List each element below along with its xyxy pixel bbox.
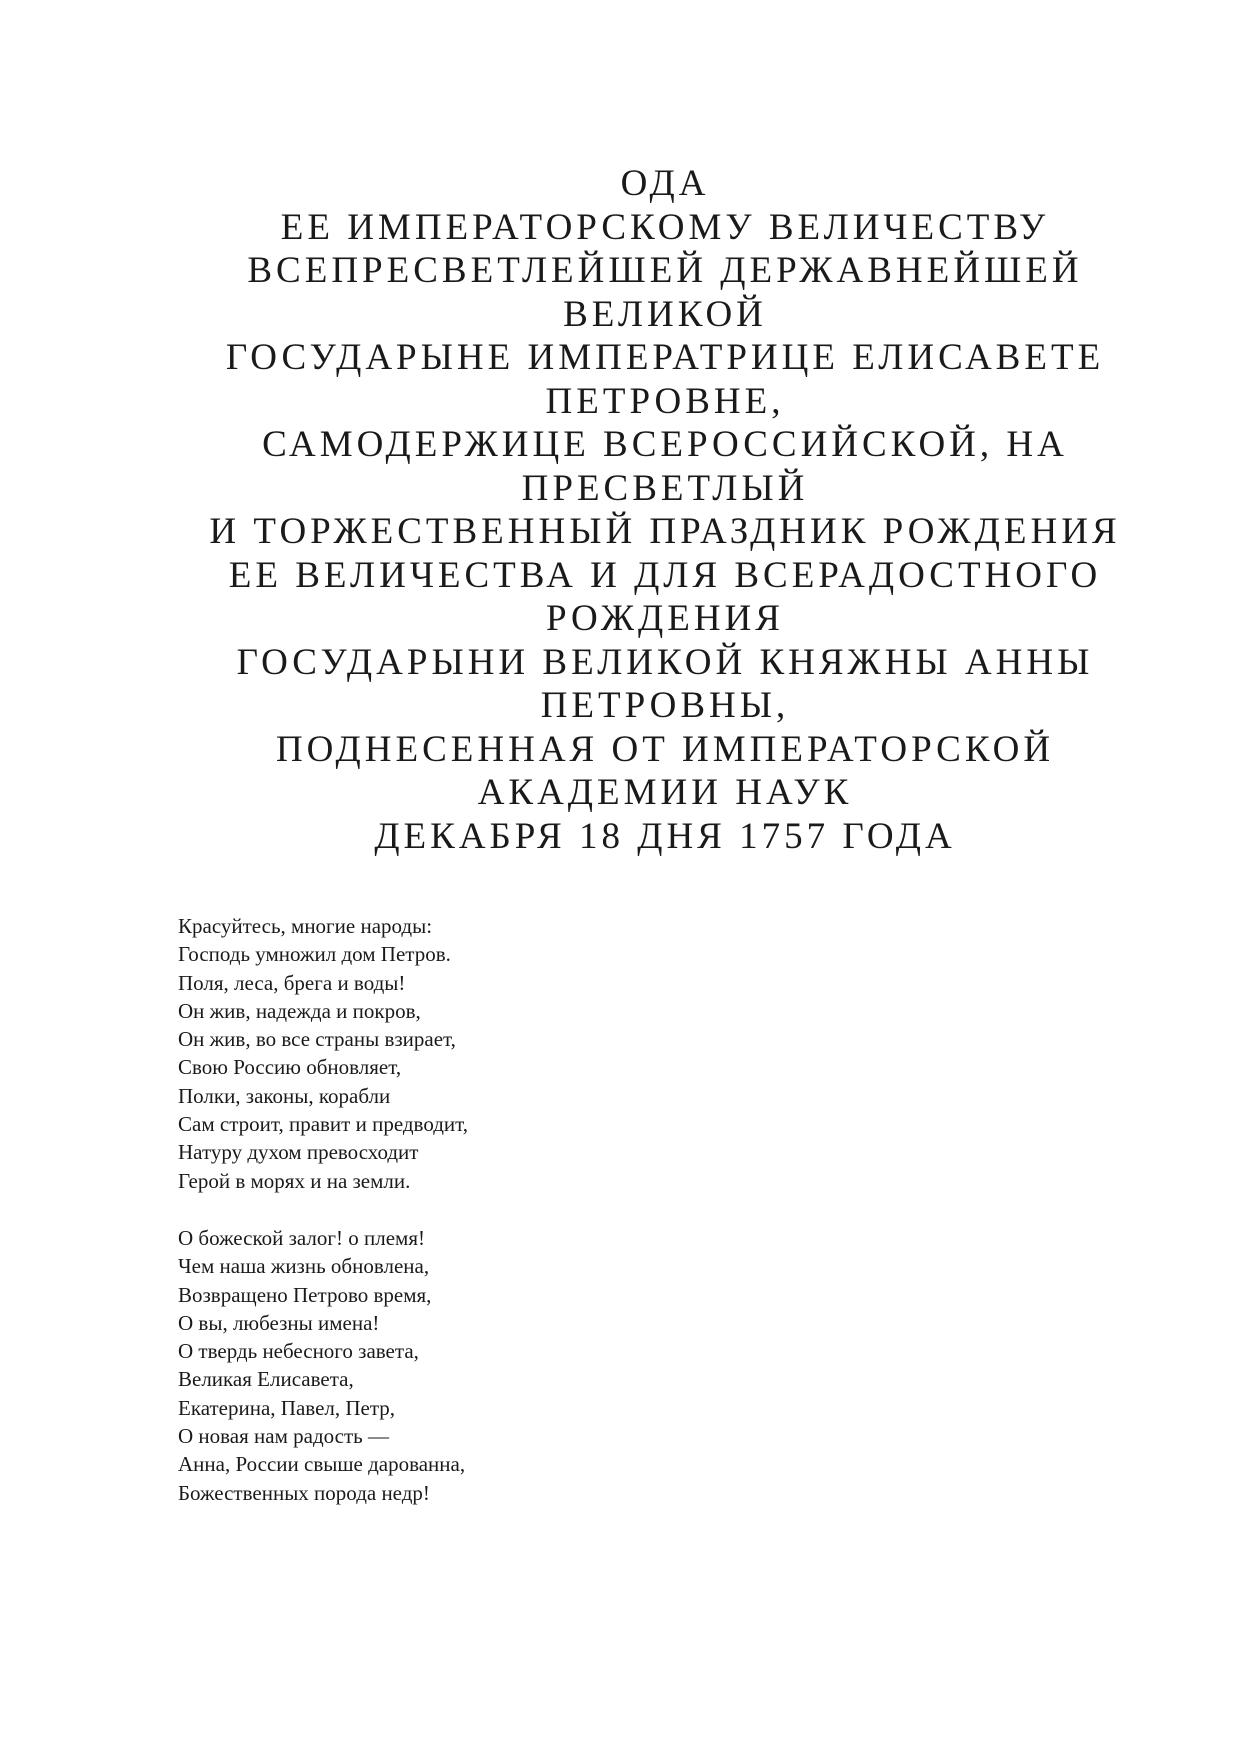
verse-line: О новая нам радость — [178,1424,389,1449]
verse-line: Полки, законы, корабли [178,1083,391,1108]
title-line: ЕЕ ВЕЛИЧЕСТВА И ДЛЯ ВСЕРАДОСТНОГО [228,554,1102,596]
stanza-1 [178,912,878,1195]
title-line: ПРЕСВЕТЛЫЙ [521,467,809,509]
verse-line: Великая Елисавета, [178,1367,354,1392]
verse-line: О вы, любезны имена! [178,1310,380,1335]
verse-line: Екатерина, Павел, Петр, [178,1395,396,1420]
verse-line: Чем наша жизнь обновлена, [178,1254,430,1279]
title-line: ОДА [620,163,710,204]
verse-line: Красуйтесь, многие народы: [178,914,433,938]
title-line: ЕЕ ИМПЕРАТОРСКОМУ ВЕЛИЧЕСТВУ [280,206,1050,248]
title-line: ПЕТРОВНЫ, [540,685,790,726]
verse-line: Он жив, надежда и покров, [178,998,421,1023]
verse-line: Господь умножил дом Петров. [178,942,451,967]
stanza-2 [178,1224,878,1507]
verse-line: Анна, России свыше дарованна, [178,1452,466,1477]
title-line: ГОСУДАРЫНЕ ИМПЕРАТРИЦЕ ЕЛИСАВЕТЕ [225,337,1105,378]
verse-line: Он жив, во все страны взирает, [178,1027,456,1052]
verse-line: Божественных порода недр! [178,1480,430,1505]
title-line: САМОДЕРЖИЦЕ ВСЕРОССИЙСКОЙ, НА [262,424,1068,465]
verse-line: Свою Россию обновляет, [178,1055,402,1080]
title-line: И ТОРЖЕСТВЕННЫЙ ПРАЗДНИК РОЖДЕНИЯ [209,511,1121,552]
ode-title [150,162,1180,858]
title-line: ВСЕПРЕСВЕТЛЕЙШЕЙ ДЕРЖАВНЕЙШЕЙ [247,250,1083,291]
title-line: ПОДНЕСЕННАЯ ОТ ИМПЕРАТОРСКОЙ [275,728,1055,770]
title-line: ГОСУДАРЫНИ ВЕЛИКОЙ КНЯЖНЫ АННЫ [236,641,1094,683]
title-line: ВЕЛИКОЙ [563,293,767,335]
title-line: АКАДЕМИИ НАУК [477,772,853,813]
poem-body [178,912,878,1536]
verse-line: О твердь небесного завета, [178,1339,419,1364]
verse-line: Натуру духом превосходит [178,1140,419,1165]
verse-line: Возвращено Петрово время, [178,1282,432,1307]
verse-line: Герой в морях и на земли. [178,1168,411,1193]
verse-line: О божеской залог! о племя! [178,1225,425,1250]
title-line: ПЕТРОВНЕ, [545,380,785,422]
verse-line: Сам строит, правит и предводит, [178,1112,468,1137]
title-line: ДЕКАБРЯ 18 ДНЯ 1757 ГОДА [374,815,956,857]
title-line: РОЖДЕНИЯ [546,598,784,639]
verse-line: Поля, леса, брега и воды! [178,970,406,995]
